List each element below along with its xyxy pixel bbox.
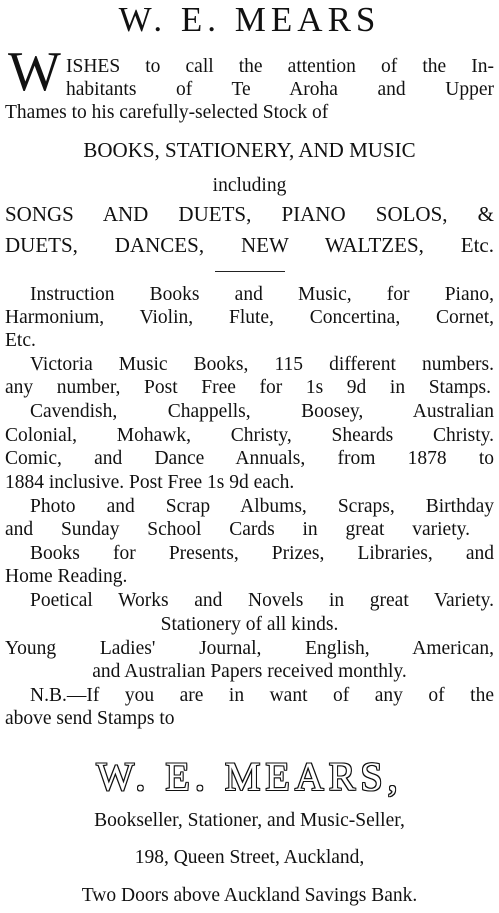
advertiser-name-display: W. E. MEARS, [96,754,403,799]
body-line-7: Colonial, Mohawk, Christy, Sheards Christy. [5,425,494,446]
body-line-10: Photo and Scrap Albums, Scraps, Birthday [30,496,494,517]
divider-rule [215,271,285,272]
body-line-16: Young Ladies' Journal, English, American, [5,638,494,659]
songs-line-2: DUETS, DANCES, NEW WALTZES, Etc. [5,233,494,257]
body-line-12: Books for Presents, Prizes, Libraries, and [30,543,494,564]
headline: BOOKS, STATIONERY, AND MUSIC [83,138,416,162]
body-line-18: N.B.—If you are in want of any of the [30,685,494,706]
advertiser-title: W. E. MEARS [118,0,381,39]
body-line-19: above send Stamps to [5,708,175,729]
body-line-8: Comic, and Dance Annuals, from 1878 to [5,448,494,469]
body-line-9: 1884 inclusive. Post Free 1s 9d each. [5,472,295,493]
intro-line-2: habitants of Te Aroha and Upper [66,79,494,100]
body-line-15: Stationery of all kinds. [160,614,339,635]
songs-line-1: SONGS AND DUETS, PIANO SOLOS, & [5,202,494,226]
body-line-1: Instruction Books and Music, for Piano, [30,284,494,305]
drop-cap: W [8,41,61,103]
body-line-4: Victoria Music Books, 115 different numbers. [30,354,494,375]
body-line-2: Harmonium, Violin, Flute, Concertina, Cornet, [5,307,494,328]
body-line-5: any number, Post Free for 1s 9d in Stamps. [5,377,491,398]
intro-line-3: Thames to his carefully-selected Stock of [5,102,329,123]
trade-line: Bookseller, Stationer, and Music-Seller, [94,810,405,831]
location-line: Two Doors above Auckland Savings Bank. [81,885,418,906]
body-line-3: Etc. [5,330,36,351]
body-line-17: and Australian Papers received monthly. [92,661,407,682]
address-line: 198, Queen Street, Auckland, [134,847,365,868]
intro-line-1: ISHES to call the attention of the In- [66,56,494,77]
body-line-14: Poetical Works and Novels in great Variety. [30,590,494,611]
body-line-6: Cavendish, Chappells, Boosey, Australian [30,401,494,422]
including-text: including [212,175,287,196]
body-line-13: Home Reading. [5,566,128,587]
body-line-11: and Sunday School Cards in great variety. [5,519,470,540]
